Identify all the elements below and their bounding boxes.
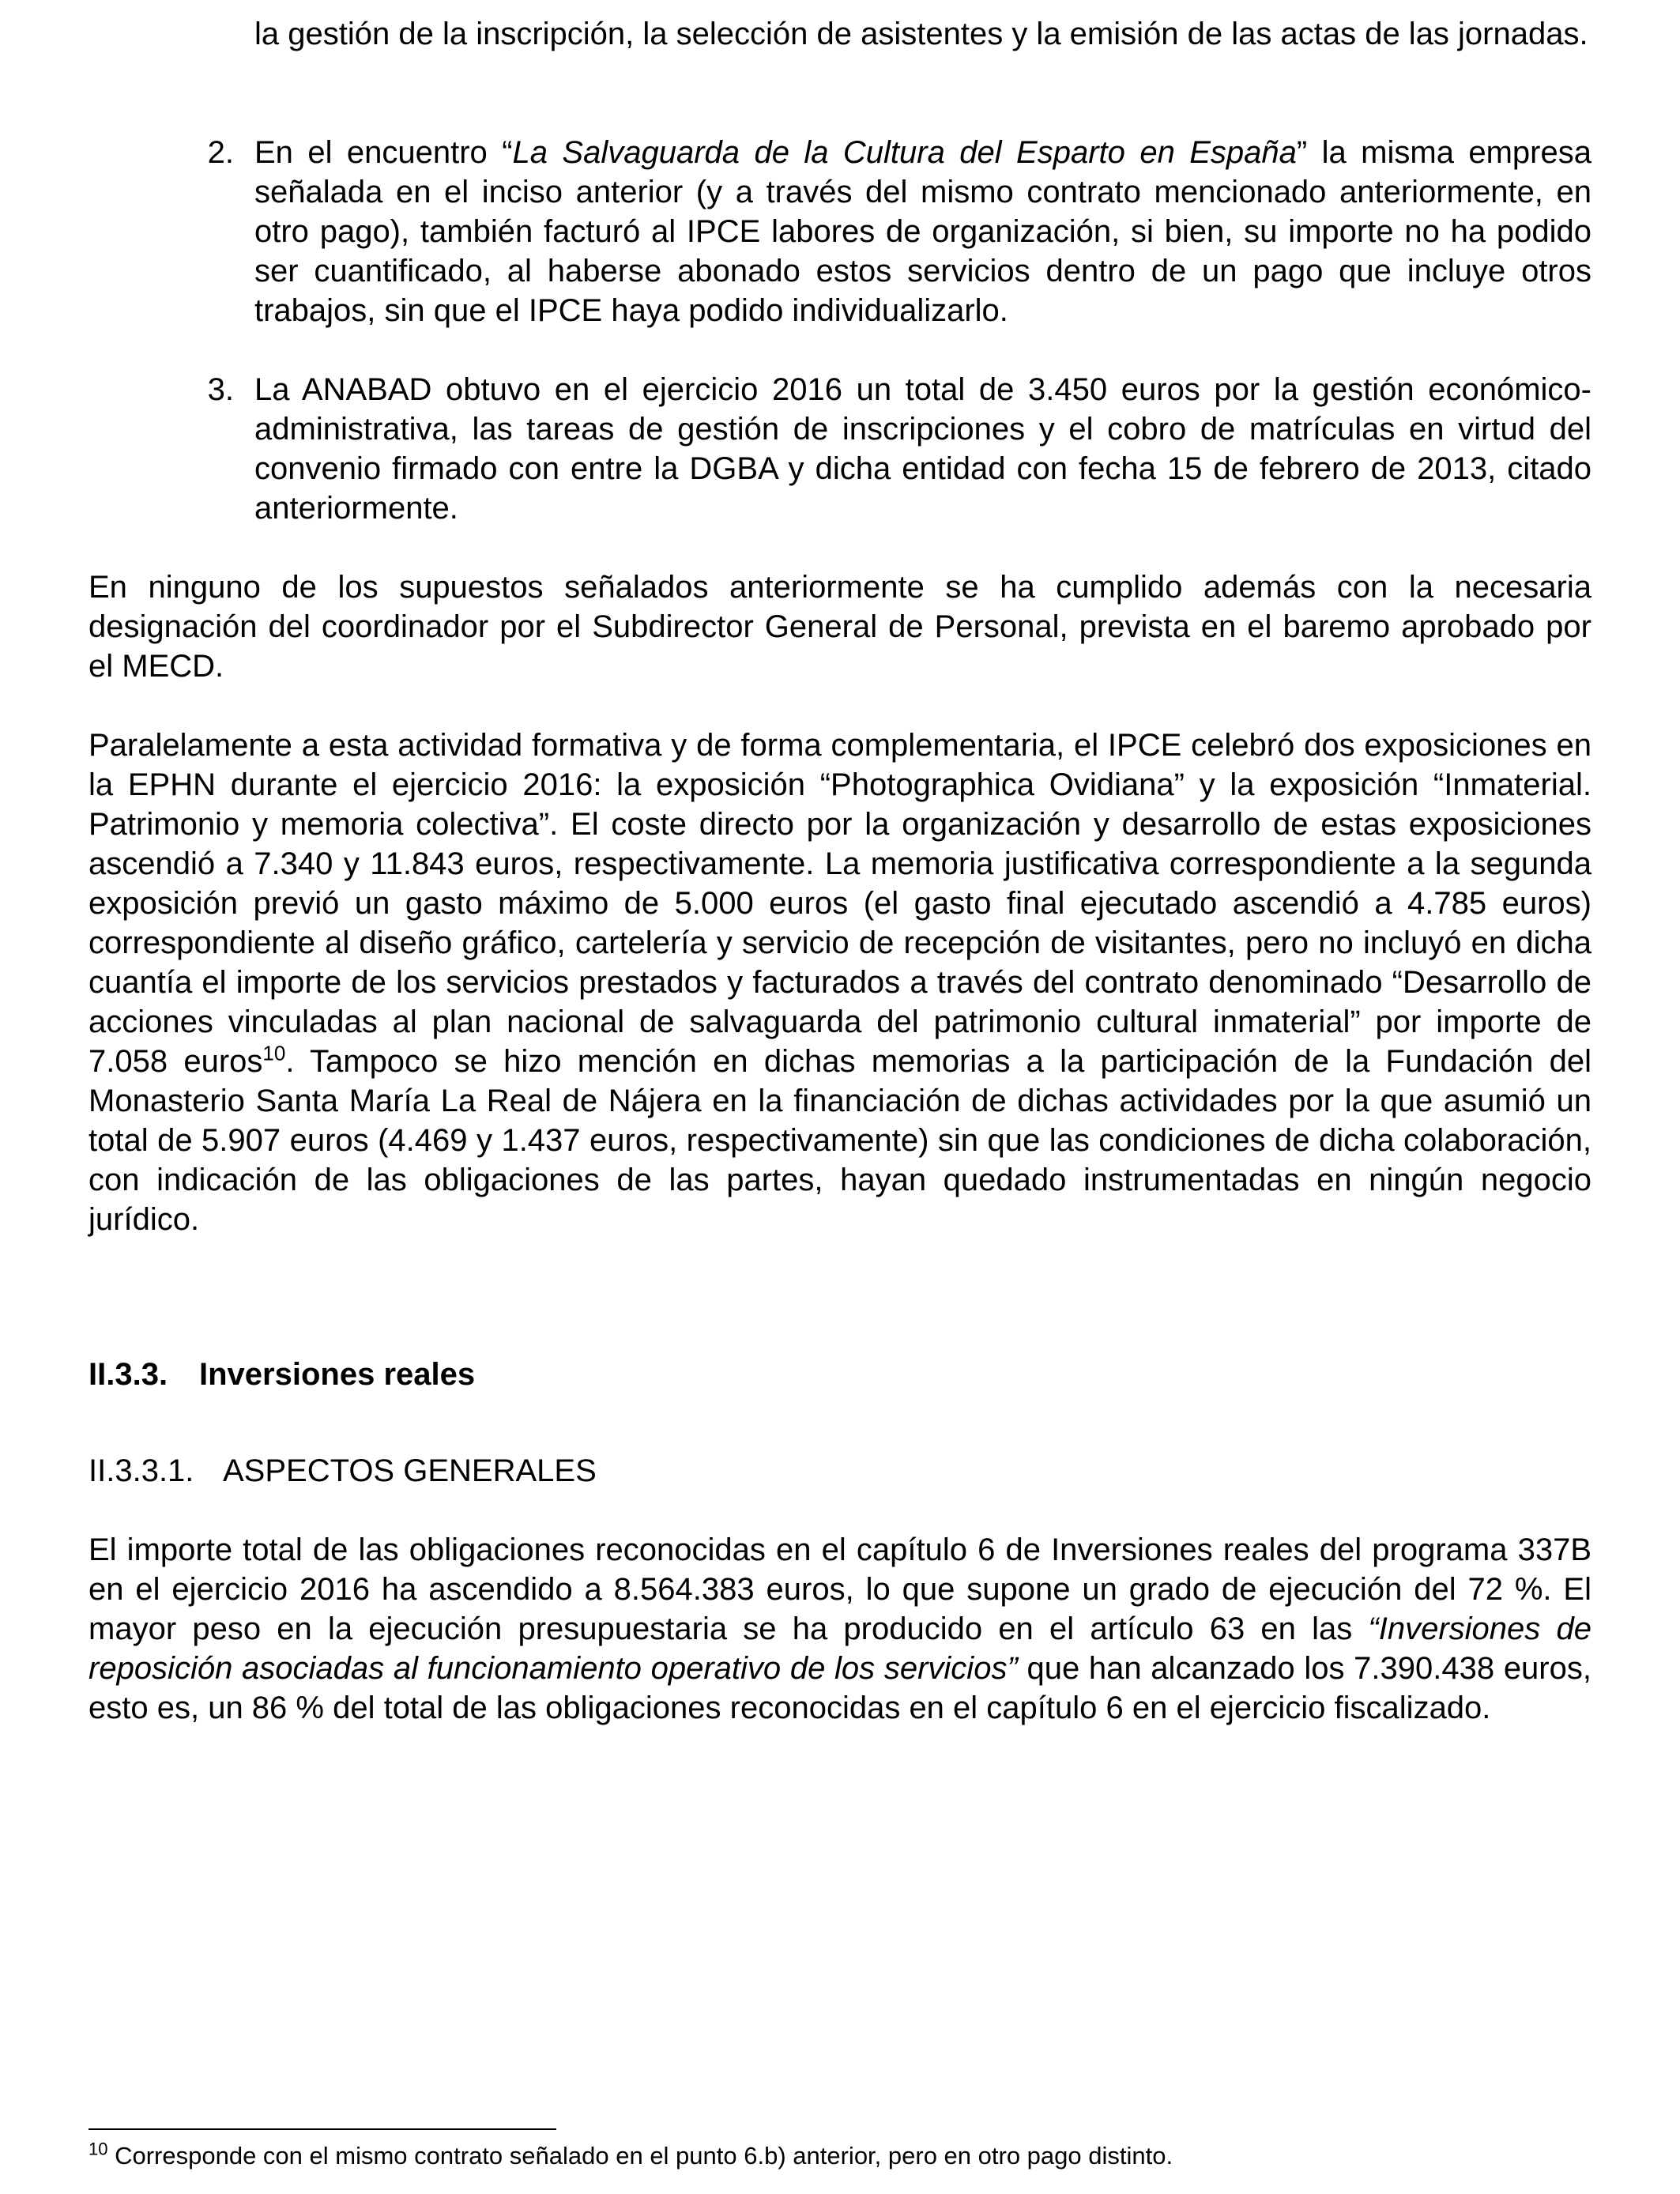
- subsection-number: II.3.3.1.: [89, 1453, 194, 1488]
- list-item-text: ” la misma empresa señalada en el inciso anterior (y a través del mismo contrato mencionado anteriormente, en otro pago), también facturó al IPCE labores de organización, si bien, su importe no ha podido ser cuantificado, al haberse abonado estos servicios dentro de un pago que incluye otros trabajos, sin que el IPCE haya podido individualizarlo.: [254, 135, 1591, 328]
- event-title: La Salvaguarda de la Cultura del Esparto en España: [512, 135, 1297, 170]
- paragraph: [89, 726, 1591, 1239]
- footnote-text: Corresponde con el mismo contrato señalado en el punto 6.b) anterior, pero en otro pago distinto.: [107, 2142, 1173, 2169]
- list-item-number: 2.: [207, 135, 234, 170]
- section-number: II.3.3.: [89, 1357, 168, 1392]
- section-title: Inversiones reales: [199, 1357, 476, 1392]
- list-item-number: 3.: [207, 372, 234, 407]
- list-item-text: En el encuentro “: [254, 135, 513, 170]
- list-item-continuation: la gestión de la inscripción, la selección de asistentes y la emisión de las actas de las jornadas.: [254, 17, 1588, 51]
- paragraph-text: Paralelamente a esta actividad formativa y de forma complementaria, el IPCE celebró dos exposiciones en la EPHN durante el ejercicio 2016: la exposición “Photographica Ovidiana” y la exposición “Inmaterial. Patrimonio y memoria colectiva”. El coste directo por la organización y desarrollo de estas exposiciones ascendió a 7.340 y 11.843 euros, respectivamente. La memoria justificativa correspondiente a la segunda exposición previó un gasto máximo de 5.000 euros (el gasto final ejecutado ascendió a 4.785 euros) correspondiente al diseño gráfico, cartelería y servicio de recepción de visitantes, pero no incluyó en dicha cuantía el importe de los servicios prestados y facturados a través del contrato denominado “Desarrollo de acciones vinculadas al plan nacional de salvaguarda del patrimonio cultural inmaterial” por importe de 7.058 euros: [89, 728, 1591, 1079]
- paragraph-text: . Tampoco se hizo mención en dichas memorias a la participación de la Fundación del Monasterio Santa María La Real de Nájera en la financiación de dichas actividades por la que asumió un total de 5.907 euros (4.469 y 1.437 euros, respectivamente) sin que las condiciones de dicha colaboración, con indicación de las obligaciones de las partes, hayan quedado instrumentadas en ningún negocio jurídico.: [89, 1044, 1591, 1237]
- subsection-heading: [89, 1451, 597, 1491]
- footnote-separator: [89, 2128, 556, 2130]
- section-heading: [89, 1355, 475, 1394]
- paragraph: [89, 1530, 1591, 1728]
- paragraph: En ninguno de los supuestos señalados anteriormente se ha cumplido además con la necesaria designación del coordinador por el Subdirector General de Personal, prevista en el baremo aprobado por el MECD.: [89, 570, 1591, 684]
- subsection-title: ASPECTOS GENERALES: [223, 1453, 597, 1488]
- paragraph-text: El importe total de las obligaciones reconocidas en el capítulo 6 de Inversiones reales del programa 337B en el ejercicio 2016 ha ascendido a 8.564.383 euros, lo que supone un grado de ejecución del 72 %. El mayor peso en la ejecución presupuestaria se ha producido en el artículo 63 en las: [89, 1532, 1591, 1646]
- list-item: [254, 133, 1591, 330]
- quoted-concept: “Inversiones de reposición asociadas al funcionamiento operativo de los servicios”: [89, 1612, 1591, 1686]
- footnote-number: 10: [89, 2139, 108, 2159]
- footnote: [89, 2140, 1173, 2172]
- footnote-reference[interactable]: 10: [262, 1041, 286, 1065]
- list-item: La ANABAD obtuvo en el ejercicio 2016 un total de 3.450 euros por la gestión económico-administrativa, las tareas de gestión de inscripciones y el cobro de matrículas en virtud del convenio firmado con entre la DGBA y dicha entidad con fecha 15 de febrero de 2013, citado anteriormente.: [254, 372, 1591, 526]
- paragraph-text: que han alcanzado los 7.390.438 euros, esto es, un 86 % del total de las obligaciones reconocidas en el capítulo 6 en el ejercicio fiscalizado.: [89, 1651, 1591, 1725]
